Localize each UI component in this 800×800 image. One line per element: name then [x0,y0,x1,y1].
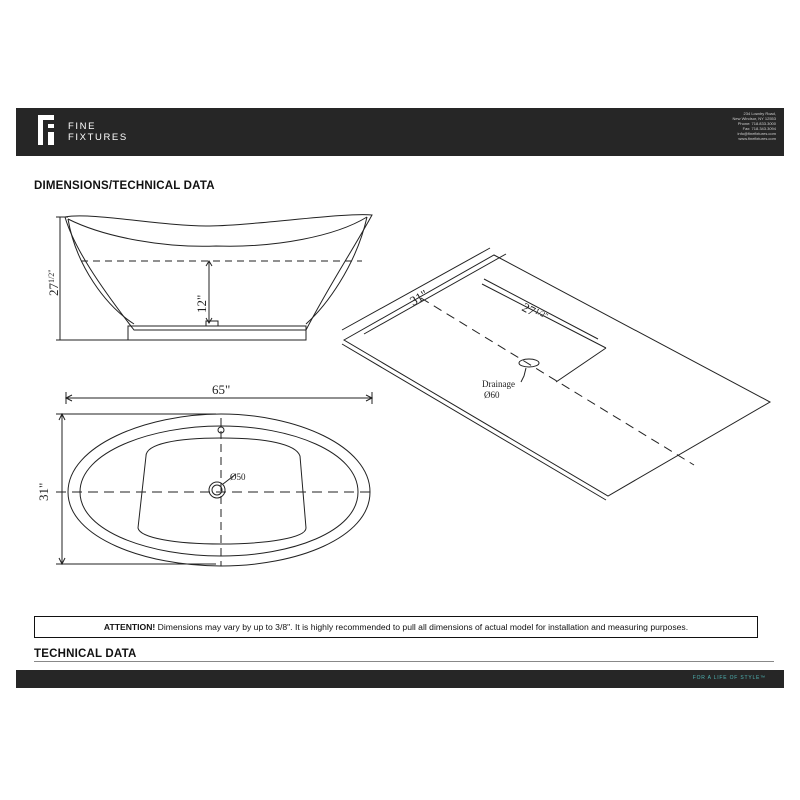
drainage-label: Drainage [482,379,515,389]
drain-outer [209,482,225,498]
spec-sheet [16,108,784,688]
platform-outline [344,255,770,496]
top-view-drawing [56,392,376,566]
technical-drawings [16,156,784,608]
tub-rim-outer [68,414,370,566]
side-view-drawing [56,215,372,340]
technical-data-title: TECHNICAL DATA [34,648,137,660]
brand-logo-icon [38,115,54,145]
drainage-size-label: Ø60 [484,390,500,400]
width-dim-iso [342,248,490,330]
contact-email: info@finefixtures.com [737,130,776,136]
platform-edge-front [342,344,606,500]
side-height-label: $27^{1/2"}$ [46,269,61,296]
drainage-leader [521,368,526,382]
attention-text: Dimensions may vary by up to 3/8". It is highly recommended to pull all dimensions of actual model for installation and measuring purposes. [155,622,689,632]
contact-city: New Windsor, NY 12553 [732,115,776,121]
attention-label: ATTENTION! [103,622,156,632]
platform-inner-edge [364,254,506,334]
contact-website: www.finefixtures.com [738,135,776,141]
tub-side-inner [68,217,367,246]
header-bar [16,108,784,156]
contact-address: 234 Lowdry Road, [743,111,776,116]
iso-view-drawing [342,248,770,500]
attention-box [34,616,758,638]
footer-bar [16,670,784,688]
tub-side-outer [65,215,372,330]
top-length-label: 65" [212,382,231,397]
tub-rim-inner [80,426,358,556]
tub-base [128,326,306,340]
iso-length-label: $27^{1/2"}$ [519,299,550,321]
technical-data-divider [34,661,774,662]
brand-line-1: FINE [68,121,97,132]
iso-width-label: 31" [407,286,431,309]
tub-side-inner-wall [68,219,134,324]
contact-phone: Phone: 718.833.3000 [737,120,776,126]
divider-line [556,348,606,382]
top-width-label: 31" [36,482,51,501]
footer-tagline: FOR A LIFE OF STYLE™ [692,675,766,681]
brand-name [68,121,158,143]
contact-fax: Fax: 718.343.3094 [742,125,776,131]
tub-side-inner-wall-right [306,217,367,324]
drainage-hole [519,359,539,367]
contact-block [696,112,776,141]
brand-line-2: FIXTURES [68,132,128,143]
side-depth-label: 12" [194,294,209,313]
dimensions-title: DIMENSIONS/TECHNICAL DATA [34,180,215,192]
top-drain-label: Ø50 [230,472,246,482]
